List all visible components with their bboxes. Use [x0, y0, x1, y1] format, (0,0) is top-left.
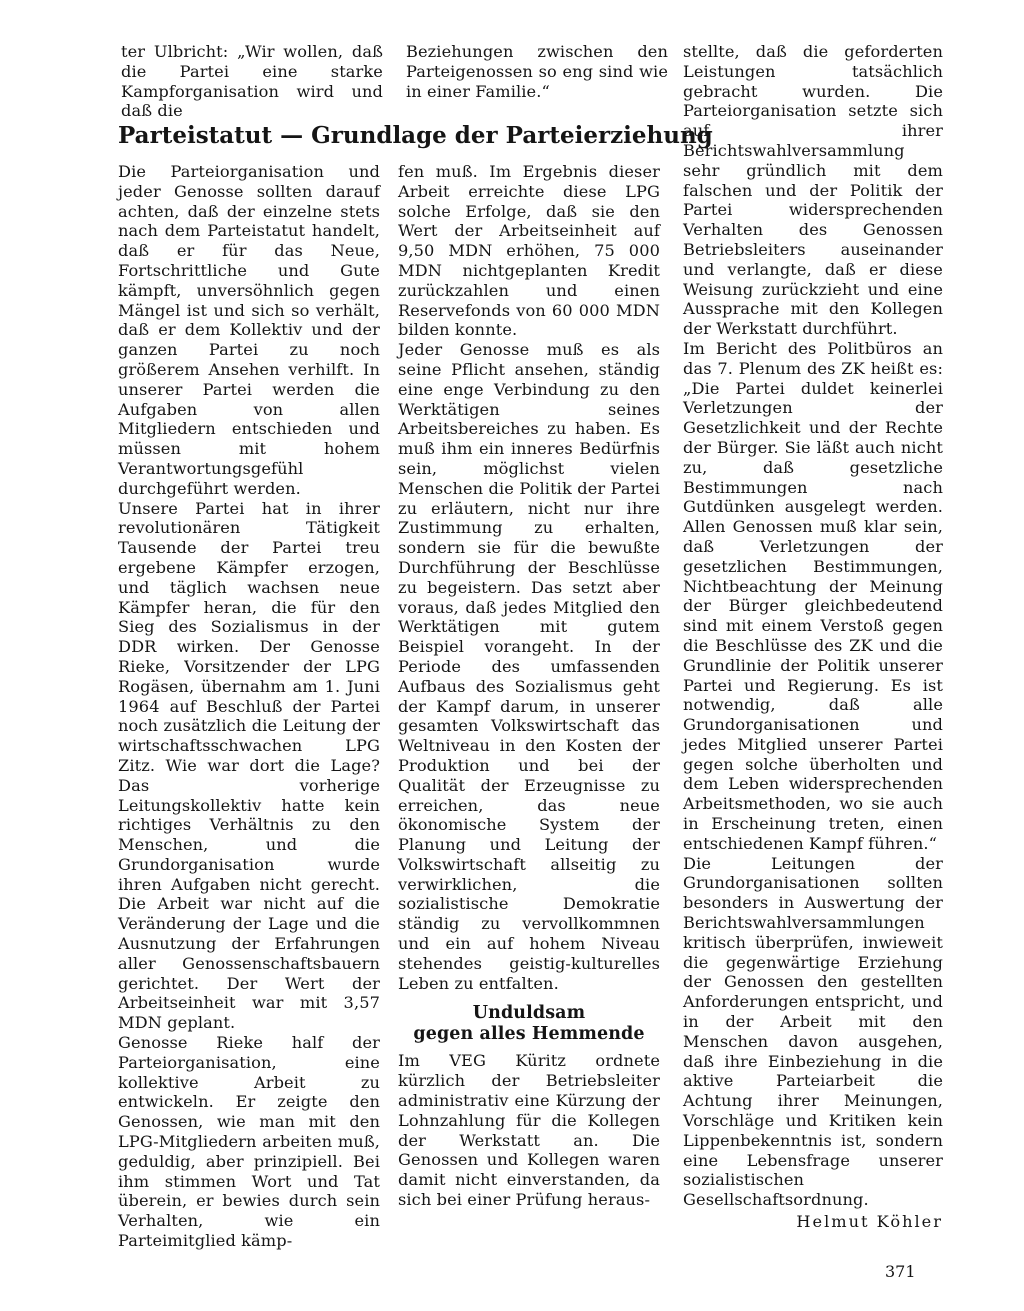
column-3	[683, 42, 943, 1232]
paragraph: ter Ulbricht: „Wir wollen, daß die Partei eine starke Kampforganisation wird und daß die	[121, 42, 383, 121]
paragraph: Im Bericht des Politbüros an das 7. Plenum des ZK heißt es: „Die Partei duldet keinerlei Verletzungen der Gesetzlichkeit und der Rechte der Bürger. Sie läßt auch nicht zu, daß gesetzliche Bestimmungen nach Gutdünken ausgelegt werden. Allen Genossen muß klar sein, daß Verletzungen der gesetzlichen Bestimmungen, Nichtbeachtung der Meinung der Bürger gleichbedeutend sind mit einem Verstoß gegen die Beschlüsse des ZK und die Grundlinie der Politik unserer Partei und Regierung. Es ist notwendig, daß alle Grundorganisationen und jedes Mitglied unserer Partei gegen solche überholten und dem Leben widersprechenden Arbeitsmethoden, wo sie auch in Erscheinung treten, einen entschiedenen Kampf führen.“	[683, 338, 943, 853]
subheading-line-2: gegen alles Hemmende	[413, 1024, 645, 1045]
column-2-top-text	[406, 42, 668, 101]
paragraph: Im VEG Küritz ordnete kürzlich der Betriebsleiter administrativ eine Kürzung der Lohnzahlung für die Kollegen der Werkstatt an. Die Genossen und Kollegen waren damit nicht einverstanden, da sich bei einer Prüfung heraus-	[398, 1051, 660, 1210]
paragraph: Unsere Partei hat in ihrer revolutionären Tätigkeit Tausende der Partei treu ergebene Kämpfer erzogen, und täglich wachsen neue Kämpfer heran, die für den Sieg des Sozialismus in der DDR wirken. Der Genosse Rieke, Vorsitzender der LPG Rogäsen, übernahm am 1. Juni 1964 auf Beschluß der Partei noch zusätzlich die Leitung der wirtschaftsschwachen LPG Zitz. Wie war dort die Lage? Das vorherige Leitungskollektiv hatte kein richtiges Verhältnis zu den Menschen, und die Grundorganisation wurde ihren Aufgaben nicht gerecht. Die Arbeit war nicht auf die Veränderung der Lage und die Ausnutzung der Erfahrungen aller Genossenschaftsbauern gerichtet. Der Wert der Arbeitseinheit war mit 3,57 MDN geplant.	[118, 498, 380, 1033]
paragraph: Die Leitungen der Grundorganisationen sollten besonders in Auswertung der Berichtswahlversammlungen kritisch überprüfen, inwieweit die gegenwärtige Erziehung der Genossen den gestellten Anforderungen entspricht, und in der Arbeit mit den Menschen davon ausgehen, daß ihre Einbeziehung in die aktive Parteiarbeit die Achtung ihrer Meinungen, Vorschläge und Kritiken kein Lippenbekenntnis ist, sondern eine Lebensfrage unserer sozialistischen Gesellschaftsordnung.	[683, 853, 943, 1210]
paragraph: stellte, daß die geforderten Leistungen tatsächlich gebracht wurden. Die Parteiorganisation setzte sich auf ihrer Berichtswahlversammlung sehr gründlich mit dem falschen und der Politik der Partei widersprechenden Verhalten des Genossen Betriebsleiters auseinander und verlangte, daß er diese Weisung zurückzieht und eine Aussprache mit den Kollegen der Werkstatt durchführt.	[683, 42, 943, 339]
page-number: 371	[885, 1262, 916, 1281]
column-1-top-text	[121, 42, 383, 121]
paragraph: Die Parteiorganisation und jeder Genosse sollten darauf achten, daß der einzelne stets nach dem Parteistatut handelt, daß er für das Neue, Fortschrittliche und Gute kämpft, unversöhnlich gegen Mängel ist und sich so verhält, daß er dem Kollektiv und der ganzen Partei zu noch größerem Ansehen verhilft. In unserer Partei werden die Aufgaben von allen Mitgliedern entschieden und müssen mit hohem Verantwortungsgefühl durchgeführt werden.	[118, 162, 380, 498]
subheading-line-1: Unduldsam	[472, 1003, 586, 1024]
column-2	[398, 162, 660, 1210]
column-1	[118, 162, 380, 1251]
paragraph: Jeder Genosse muß es als seine Pflicht ansehen, ständig eine enge Verbindung zu den Werktätigen seines Arbeitsbereiches zu haben. Es muß ihm ein inneres Bedürfnis sein, möglichst vielen Menschen die Politik der Partei zu erläutern, nicht nur ihre Zustimmung zu erhalten, sondern sie für die bewußte Durchführung der Beschlüsse zu begeistern. Das setzt aber voraus, daß jedes Mitglied den Werktätigen mit gutem Beispiel vorangeht. In der Periode des umfassenden Aufbaus des Sozialismus geht der Kampf darum, in unserer gesamten Volkswirtschaft das Weltniveau in den Kosten der Produktion und bei der Qualität der Erzeugnisse zu erreichen, das neue ökonomische System der Planung und Leitung der Volkswirtschaft allseitig zu verwirklichen, die sozialistische Demokratie ständig zu vervollkommnen und ein auf hohem Niveau stehendes geistig-kulturelles Leben zu entfalten.	[398, 340, 660, 993]
article-headline: Parteistatut — Grundlage der Parteierziehung	[118, 122, 713, 149]
paragraph: Beziehungen zwischen den Parteigenossen so eng sind wie in einer Familie.“	[406, 42, 668, 101]
section-subheading	[398, 1003, 660, 1045]
author-signature: Helmut Köhler	[796, 1212, 943, 1232]
paragraph: fen muß. Im Ergebnis dieser Arbeit erreichte diese LPG solche Erfolge, daß sie den Wert der Arbeitseinheit auf 9,50 MDN erhöhen, 75 000 MDN nichtgeplanten Kredit zurückzahlen und einen Reservefonds von 60 000 MDN bilden konnte.	[398, 162, 660, 340]
paragraph: Genosse Rieke half der Parteiorganisation, eine kollektive Arbeit zu entwickeln. Er zeigte den Genossen, wie man mit den LPG-Mitgliedern arbeiten muß, geduldig, aber prinzipiell. Bei ihm stimmen Wort und Tat überein, er bewies durch sein Verhalten, wie ein Parteimitglied kämp-	[118, 1033, 380, 1251]
